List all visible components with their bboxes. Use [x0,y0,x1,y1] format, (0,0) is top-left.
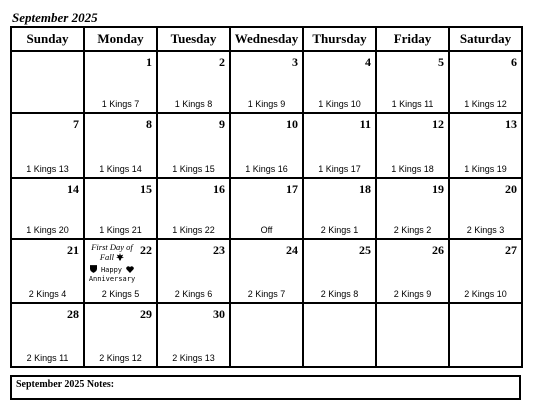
empty-day-cell [449,303,522,367]
day-reading: 2 Kings 13 [172,353,215,363]
week-row [11,113,522,178]
day-cell[interactable] [84,239,157,303]
day-reading: 1 Kings 13 [26,164,69,174]
day-reading: 1 Kings 18 [391,164,434,174]
day-cell[interactable] [303,51,376,113]
day-reading: 2 Kings 11 [26,353,69,363]
anniversary-note [87,265,137,284]
day-reading: 1 Kings 17 [318,164,361,174]
day-cell[interactable] [84,51,157,113]
day-reading: 1 Kings 21 [99,225,142,235]
day-number: 7 [73,117,79,131]
day-cell[interactable] [303,113,376,178]
day-number: 18 [359,182,371,196]
day-reading: 1 Kings 9 [247,99,286,109]
day-number: 6 [511,55,517,69]
day-cell[interactable] [11,178,84,239]
day-reading: Off [260,225,273,235]
day-cell[interactable] [303,178,376,239]
day-number: 12 [432,117,444,131]
day-number: 21 [67,243,79,257]
day-reading: 1 Kings 20 [26,225,69,235]
day-number: 16 [213,182,225,196]
heart-icon [126,266,134,273]
day-number: 4 [365,55,371,69]
day-number: 17 [286,182,298,196]
day-reading: 1 Kings 7 [101,99,140,109]
anniversary-word-text: Anniversary [88,275,136,283]
day-number: 23 [213,243,225,257]
weekday-thursday: Thursday [303,27,376,51]
day-reading: 2 Kings 3 [466,225,505,235]
day-reading: 1 Kings 15 [172,164,215,174]
day-cell[interactable] [230,51,303,113]
day-cell[interactable] [230,113,303,178]
day-reading: 1 Kings 22 [172,225,215,235]
day-number: 13 [505,117,517,131]
first-day-of-fall-text: First Day of Fall [91,242,133,262]
day-reading: 2 Kings 4 [28,289,67,299]
day-cell[interactable] [84,113,157,178]
day-number: 9 [219,117,225,131]
day-cell[interactable] [157,178,230,239]
day-number: 27 [505,243,517,257]
empty-day-cell [376,303,449,367]
day-number: 2 [219,55,225,69]
day-number: 26 [432,243,444,257]
day-cell[interactable] [157,113,230,178]
day-cell[interactable] [449,113,522,178]
day-number: 15 [140,182,152,196]
day-cell[interactable] [303,239,376,303]
day-number: 11 [359,117,371,131]
day-cell[interactable] [376,239,449,303]
day-cell[interactable] [376,113,449,178]
day-reading: 2 Kings 1 [320,225,359,235]
day-cell[interactable] [11,303,84,367]
week-row [11,239,522,303]
anniversary-happy-text: Happy [100,266,123,274]
week-row [11,303,522,367]
day-number: 30 [213,307,225,321]
week-row [11,51,522,113]
day-number: 14 [67,182,79,196]
day-cell[interactable] [157,239,230,303]
weekday-monday: Monday [84,27,157,51]
day-reading: 2 Kings 2 [393,225,432,235]
day-reading: 1 Kings 19 [464,164,507,174]
day-cell[interactable] [84,178,157,239]
week-row [11,178,522,239]
day-cell[interactable] [11,113,84,178]
weekday-friday: Friday [376,27,449,51]
page-title: September 2025 [12,10,98,25]
day-reading: 2 Kings 9 [393,289,432,299]
day-reading: 2 Kings 8 [320,289,359,299]
first-day-of-fall-note [87,242,137,262]
day-reading: 1 Kings 8 [174,99,213,109]
day-number: 8 [146,117,152,131]
day-reading: 2 Kings 12 [99,353,142,363]
weekday-header-row [11,27,522,51]
day-reading: 1 Kings 16 [245,164,288,174]
day-reading: 2 Kings 7 [247,289,286,299]
day-cell[interactable] [230,178,303,239]
day-reading: 2 Kings 5 [101,289,140,299]
day-number: 5 [438,55,444,69]
day-number: 20 [505,182,517,196]
notes-label: September 2025 Notes: [16,379,115,390]
day-number: 19 [432,182,444,196]
day-cell[interactable] [230,239,303,303]
day-cell[interactable] [157,303,230,367]
day-reading: 2 Kings 6 [174,289,213,299]
maple-leaf-icon [116,253,124,261]
empty-day-cell [230,303,303,367]
day-cell[interactable] [84,303,157,367]
day-reading: 1 Kings 14 [99,164,142,174]
day-number: 25 [359,243,371,257]
day-cell[interactable] [449,178,522,239]
day-cell[interactable] [449,51,522,113]
day-reading: 1 Kings 12 [464,99,507,109]
day-reading: 2 Kings 10 [464,289,507,299]
day-cell[interactable] [376,178,449,239]
day-number: 24 [286,243,298,257]
notes-box[interactable] [10,375,521,400]
day-number: 28 [67,307,79,321]
day-number: 10 [286,117,298,131]
day-reading: 1 Kings 11 [391,99,434,109]
shield-icon [90,265,97,273]
day-cell[interactable] [11,239,84,303]
day-cell[interactable] [449,239,522,303]
day-number: 3 [292,55,298,69]
weekday-wednesday: Wednesday [230,27,303,51]
day-cell[interactable] [376,51,449,113]
day-number: 29 [140,307,152,321]
calendar-grid [10,26,523,368]
weekday-sunday: Sunday [11,27,84,51]
empty-day-cell [303,303,376,367]
day-number: 1 [146,55,152,69]
day-reading: 1 Kings 10 [318,99,361,109]
day-number: 22 [140,243,152,257]
day-cell[interactable] [157,51,230,113]
weekday-saturday: Saturday [449,27,522,51]
weekday-tuesday: Tuesday [157,27,230,51]
empty-day-cell [11,51,84,113]
